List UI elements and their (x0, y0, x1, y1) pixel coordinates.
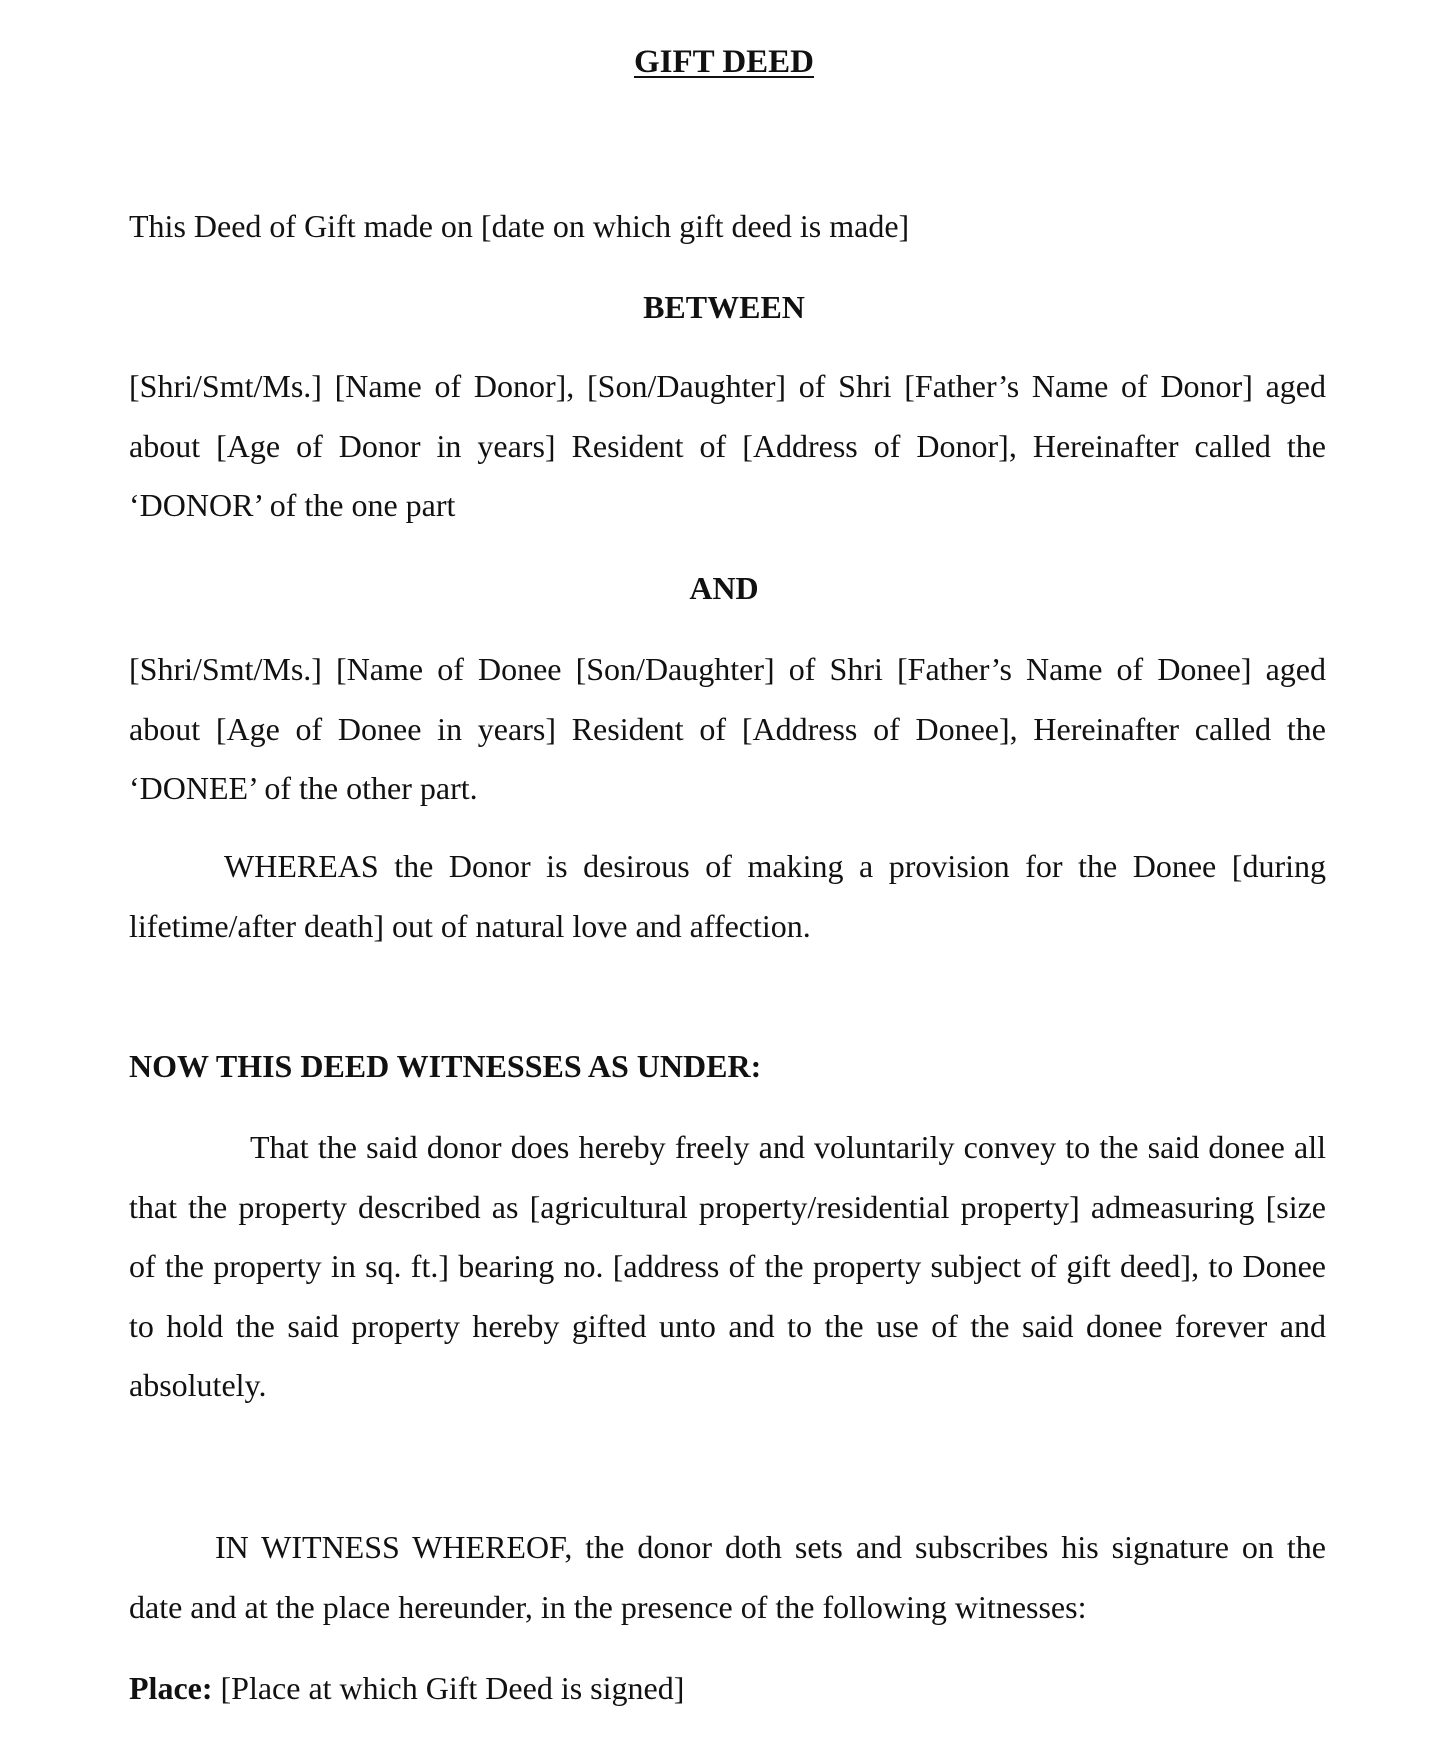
and-heading: AND (689, 570, 759, 606)
place-value: [Place at which Gift Deed is signed] (220, 1670, 685, 1706)
between-heading: BETWEEN (643, 289, 805, 325)
document-title: GIFT DEED (633, 44, 815, 80)
place-label: Place: (129, 1670, 213, 1706)
whereas-paragraph: WHEREAS the Donor is desirous of making a provision for the Donee [during lifetime/after death] out of natural love and affection. (129, 848, 1326, 944)
conveyance-paragraph: That the said donor does hereby freely and voluntarily convey to the said donee all that the property described as [agricultural property/residential property] admeasuring [size of the property in sq. ft.] bearing no. [address of the property subject of gift deed], to Donee to hold the said property hereby gifted unto and to the use of the said donee forever and absolutely. (129, 1129, 1326, 1403)
donee-paragraph: [Shri/Smt/Ms.] [Name of Donee [Son/Daughter] of Shri [Father’s Name of Donee] aged about [Age of Donee in years] Resident of [Address of Donee], Hereinafter called the ‘DONEE’ of the other part. (129, 651, 1326, 806)
intro-line: This Deed of Gift made on [date on which gift deed is made] (129, 208, 910, 244)
donor-paragraph: [Shri/Smt/Ms.] [Name of Donor], [Son/Daughter] of Shri [Father’s Name of Donor] aged about [Age of Donor in years] Resident of [Address of Donor], Hereinafter called the ‘DONOR’ of the one part (129, 368, 1326, 523)
place-line (129, 1668, 684, 1708)
witness-paragraph: IN WITNESS WHEREOF, the donor doth sets and subscribes his signature on the date and at the place hereunder, in the presence of the following witnesses: (129, 1529, 1326, 1625)
witnesses-heading: NOW THIS DEED WITNESSES AS UNDER: (129, 1048, 762, 1084)
